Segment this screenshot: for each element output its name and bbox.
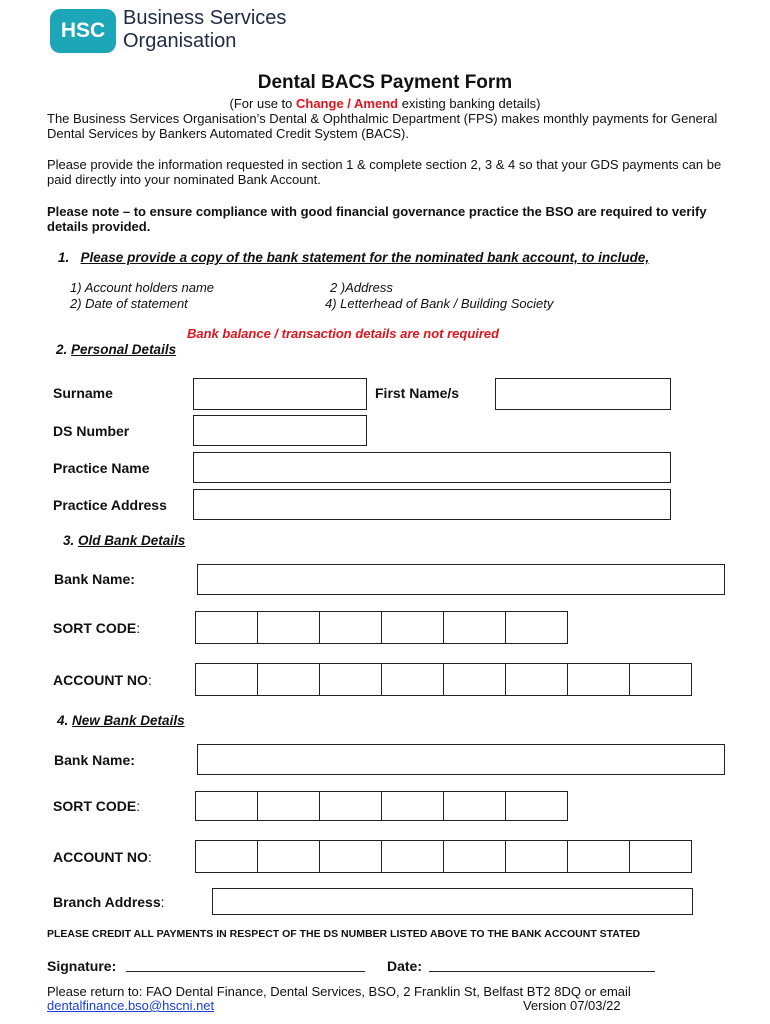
intro-text: The Business Services Organisation’s Dental & Ophthalmic Department (FPS) makes monthly payments for General Dental Services by Bankers Automated Credit System (BACS).	[47, 111, 718, 141]
sort-code-digit[interactable]	[195, 791, 258, 821]
account-no-digit[interactable]	[257, 663, 320, 696]
new-bank-name-field[interactable]	[197, 744, 725, 775]
section1-heading	[58, 250, 649, 265]
section4-title: New Bank Details	[72, 713, 185, 728]
sort-code-digit[interactable]	[381, 611, 444, 644]
signature-label: Signature:	[47, 958, 117, 974]
old-account-no-colon: :	[147, 672, 152, 688]
balance-warning: Bank balance / transaction details are not required	[187, 326, 500, 341]
account-no-digit[interactable]	[443, 663, 506, 696]
subtitle-pre: (For use to	[229, 96, 296, 111]
account-no-digit[interactable]	[381, 840, 444, 873]
sort-code-digit[interactable]	[195, 611, 258, 644]
surname-field[interactable]	[193, 378, 367, 410]
date-line[interactable]	[429, 971, 655, 972]
section2-heading	[56, 342, 176, 357]
item-date-statement: 2) Date of statement	[70, 296, 188, 311]
section1-title: Please provide a copy of the bank statement for the nominated bank account, to include,	[80, 250, 650, 265]
account-no-digit[interactable]	[629, 663, 692, 696]
new-sort-code-label	[53, 798, 140, 814]
practice-address-label: Practice Address	[53, 497, 167, 513]
compliance-note: Please note – to ensure compliance with good financial governance practice the BSO are required to verify details provided.	[47, 204, 707, 234]
version-text: Version 07/03/22	[523, 998, 621, 1013]
old-bank-name-label: Bank Name:	[54, 571, 135, 587]
new-sort-code-colon: :	[136, 798, 141, 814]
account-no-digit[interactable]	[567, 663, 630, 696]
new-account-no-colon: :	[147, 849, 152, 865]
section2-number: 2.	[56, 342, 68, 357]
sort-code-digit[interactable]	[505, 791, 568, 821]
branch-address-colon: :	[160, 894, 165, 910]
organisation-name	[123, 7, 286, 53]
new-account-no-label	[53, 849, 152, 865]
sort-code-digit[interactable]	[381, 791, 444, 821]
item-letterhead: 4) Letterhead of Bank / Building Society	[325, 296, 554, 311]
old-sort-code-text: SORT CODE	[53, 620, 137, 636]
signature-line[interactable]	[126, 971, 365, 972]
subtitle-change: Change	[296, 96, 344, 111]
sort-code-digit[interactable]	[257, 791, 320, 821]
account-no-digit[interactable]	[505, 663, 568, 696]
sort-code-digit[interactable]	[443, 791, 506, 821]
date-label: Date:	[387, 958, 423, 974]
subtitle-post: existing banking details)	[398, 96, 541, 111]
first-names-label: First Name/s	[375, 385, 460, 401]
account-no-digit[interactable]	[195, 840, 258, 873]
item-address: 2 )Address	[330, 280, 393, 295]
practice-name-field[interactable]	[193, 452, 671, 483]
branch-address-field[interactable]	[212, 888, 693, 915]
account-no-digit[interactable]	[381, 663, 444, 696]
account-no-digit[interactable]	[505, 840, 568, 873]
hsc-logo	[50, 9, 116, 53]
new-sort-code-text: SORT CODE	[53, 798, 137, 814]
old-sort-code-label	[53, 620, 140, 636]
old-sort-code-colon: :	[136, 620, 141, 636]
sort-code-digit[interactable]	[319, 791, 382, 821]
practice-name-label: Practice Name	[53, 460, 150, 476]
surname-label: Surname	[53, 385, 113, 401]
new-sort-code-boxes	[195, 791, 569, 821]
section3-title: Old Bank Details	[78, 533, 186, 548]
logo-line2: Organisation	[123, 30, 237, 52]
old-sort-code-boxes	[195, 611, 569, 644]
account-no-digit[interactable]	[257, 840, 320, 873]
ds-number-label: DS Number	[53, 423, 130, 439]
account-no-digit[interactable]	[195, 663, 258, 696]
section4-number: 4.	[57, 713, 69, 728]
branch-address-label	[53, 894, 165, 910]
logo-line1: Business Services	[123, 7, 287, 29]
account-no-digit[interactable]	[443, 840, 506, 873]
sort-code-digit[interactable]	[505, 611, 568, 644]
logo-mark: HSC	[60, 19, 106, 42]
section3-number: 3.	[63, 533, 75, 548]
old-account-no-label	[53, 672, 152, 688]
old-account-no-boxes	[195, 663, 693, 696]
email-link[interactable]: dentalfinance.bso@hscni.net	[47, 998, 215, 1013]
section3-heading	[63, 533, 185, 548]
ds-number-field[interactable]	[193, 415, 367, 446]
instruction-text: Please provide the information requested in section 1 & complete section 2, 3 & 4 so that your GDS payments can be paid directly into your nominated Bank Account.	[47, 157, 722, 187]
sort-code-digit[interactable]	[443, 611, 506, 644]
sort-code-digit[interactable]	[257, 611, 320, 644]
section1-number: 1.	[58, 250, 70, 265]
practice-address-field[interactable]	[193, 489, 671, 520]
page-title: Dental BACS Payment Form	[257, 72, 513, 93]
sort-code-digit[interactable]	[319, 611, 382, 644]
old-account-no-text: ACCOUNT NO	[53, 672, 148, 688]
subtitle-amend: Amend	[354, 96, 399, 111]
branch-address-text: Branch Address	[53, 894, 161, 910]
subtitle-sep: /	[343, 96, 355, 111]
old-bank-name-field[interactable]	[197, 564, 725, 595]
new-account-no-boxes	[195, 840, 693, 873]
account-no-digit[interactable]	[319, 663, 382, 696]
account-no-digit[interactable]	[629, 840, 692, 873]
account-no-digit[interactable]	[319, 840, 382, 873]
new-account-no-text: ACCOUNT NO	[53, 849, 148, 865]
subtitle	[0, 96, 770, 111]
section4-heading	[57, 713, 185, 728]
section2-title: Personal Details	[71, 342, 177, 357]
credit-statement: PLEASE CREDIT ALL PAYMENTS IN RESPECT OF THE DS NUMBER LISTED ABOVE TO THE BANK ACCOUNT STATED	[47, 928, 641, 940]
first-names-field[interactable]	[495, 378, 671, 410]
item-account-holder: 1) Account holders name	[70, 280, 215, 295]
account-no-digit[interactable]	[567, 840, 630, 873]
new-bank-name-label: Bank Name:	[54, 752, 135, 768]
return-address: Please return to: FAO Dental Finance, Dental Services, BSO, 2 Franklin St, Belfast BT2 8DQ or email	[47, 984, 631, 999]
